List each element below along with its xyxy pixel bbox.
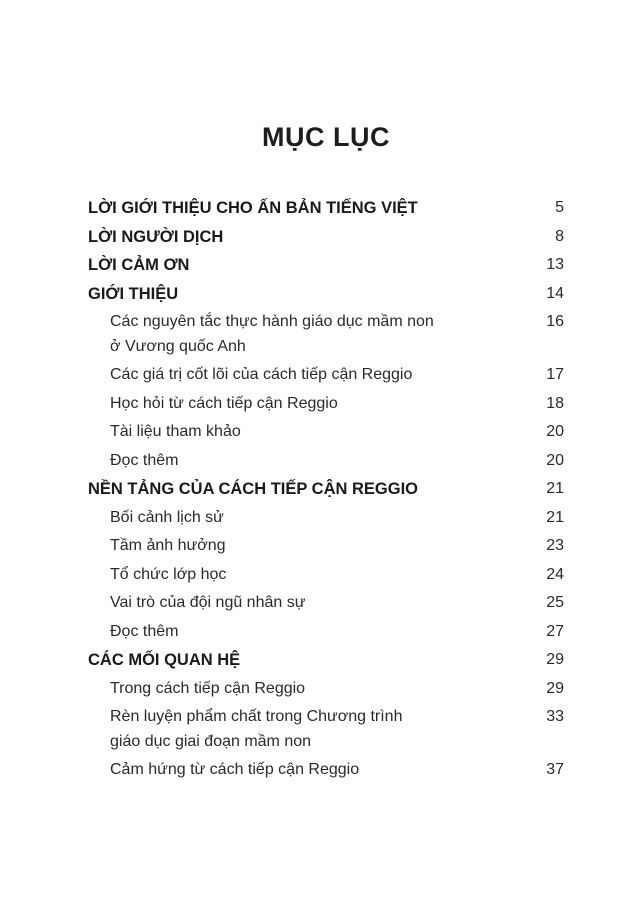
toc-entry-title <box>110 758 359 783</box>
toc-page-number: 21 <box>546 480 564 497</box>
toc-entry-title-line: Cảm hứng từ cách tiếp cận Reggio <box>110 761 360 778</box>
toc-page-number: 5 <box>555 199 564 216</box>
toc-chapter-entry <box>88 475 564 504</box>
toc-section-entry <box>88 561 564 590</box>
toc-page-number: 16 <box>546 313 564 330</box>
toc-section-entry <box>88 447 564 476</box>
toc-page-number: 17 <box>546 366 564 383</box>
toc-entry-title <box>110 563 226 588</box>
toc-chapter-entry <box>88 194 564 223</box>
toc-section-entry <box>88 703 564 756</box>
toc-entry-title-line: Các nguyên tắc thực hành giáo dục mầm non <box>110 313 434 330</box>
toc-entry-title <box>88 253 189 278</box>
toc-entry-title-line: LỜI CẢM ƠN <box>88 256 190 274</box>
toc-section-entry <box>88 390 564 419</box>
toc-chapter-entry <box>88 280 564 309</box>
toc-page-number: 8 <box>555 227 564 245</box>
toc-entry-title-line: Tổ chức lớp học <box>110 565 227 583</box>
toc-entry-title <box>110 310 434 359</box>
toc-entry-title-line: Các giá trị cốt lõi của cách tiếp cận Reggio <box>110 366 413 383</box>
toc-chapter-entry <box>88 223 564 252</box>
toc-page-number: 27 <box>546 622 564 640</box>
toc-section-entry <box>88 756 564 785</box>
toc-entry-title-line: ở Vương quốc Anh <box>110 337 246 355</box>
toc-page-number: 25 <box>546 594 564 611</box>
toc-page-number: 13 <box>546 256 564 273</box>
toc-entry-title <box>110 392 338 417</box>
toc-page-number: 23 <box>546 537 564 554</box>
toc-page-number: 18 <box>546 394 564 412</box>
toc-page-number: 21 <box>546 508 564 526</box>
toc-entry-title <box>110 677 305 702</box>
toc-section-entry <box>88 308 564 361</box>
toc-entry-title-line: Rèn luyện phẩm chất trong Chương trình <box>110 708 403 725</box>
toc-entry-title-line: CÁC MỐI QUAN HỆ <box>88 651 241 669</box>
toc-entry-title <box>88 225 223 250</box>
toc-page-number: 29 <box>546 679 564 697</box>
toc-page-number: 37 <box>546 761 564 778</box>
toc-entry-title-line: Tài liệu tham khảo <box>110 423 241 440</box>
toc-section-entry <box>88 675 564 704</box>
toc-entry-title-line: NỀN TẢNG CỦA CÁCH TIẾP CẬN REGGIO <box>88 480 419 498</box>
toc-entry-title-line: Đọc thêm <box>110 622 179 640</box>
toc-entry-title-line: Tầm ảnh hưởng <box>110 537 226 554</box>
toc-entry-title-line: Trong cách tiếp cận Reggio <box>110 679 306 697</box>
toc-page-number: 14 <box>546 284 564 302</box>
toc-section-entry <box>88 532 564 561</box>
toc-entry-title <box>88 196 418 221</box>
toc-page-number: 24 <box>546 565 564 583</box>
toc-section-entry <box>88 589 564 618</box>
toc-chapter-entry <box>88 251 564 280</box>
toc-entry-title-line: Bối cảnh lịch sử <box>110 508 224 526</box>
toc-page-number: 33 <box>546 708 564 725</box>
page-title: MỤC LỤC <box>262 122 390 152</box>
table-of-contents <box>88 194 564 785</box>
toc-entry-title <box>110 420 241 445</box>
toc-section-entry <box>88 361 564 390</box>
toc-entry-title <box>88 477 418 502</box>
toc-section-entry <box>88 618 564 647</box>
toc-section-entry <box>88 504 564 533</box>
toc-page-number: 29 <box>546 651 564 668</box>
toc-page-number: 20 <box>546 423 564 440</box>
toc-page-number: 20 <box>546 451 564 469</box>
toc-entry-title <box>110 620 178 645</box>
toc-entry-title-line: GIỚI THIỆU <box>88 284 179 303</box>
toc-entry-title <box>110 705 402 754</box>
toc-section-entry <box>88 418 564 447</box>
toc-entry-title <box>110 591 305 616</box>
toc-entry-title-line: giáo dục giai đoạn mầm non <box>110 732 312 750</box>
toc-chapter-entry <box>88 646 564 675</box>
toc-entry-title <box>88 282 178 307</box>
toc-entry-title <box>88 648 240 673</box>
toc-entry-title-line: Vai trò của đội ngũ nhân sự <box>110 594 306 611</box>
toc-entry-title-line: LỜI NGƯỜI DỊCH <box>88 227 224 246</box>
toc-entry-title <box>110 506 224 531</box>
toc-entry-title-line: Đọc thêm <box>110 451 179 469</box>
toc-entry-title <box>110 363 412 388</box>
toc-entry-title <box>110 449 178 474</box>
toc-entry-title <box>110 534 225 559</box>
toc-entry-title-line: Học hỏi từ cách tiếp cận Reggio <box>110 394 338 412</box>
toc-entry-title-line: LỜI GIỚI THIỆU CHO ẤN BẢN TIẾNG VIỆT <box>88 199 418 217</box>
